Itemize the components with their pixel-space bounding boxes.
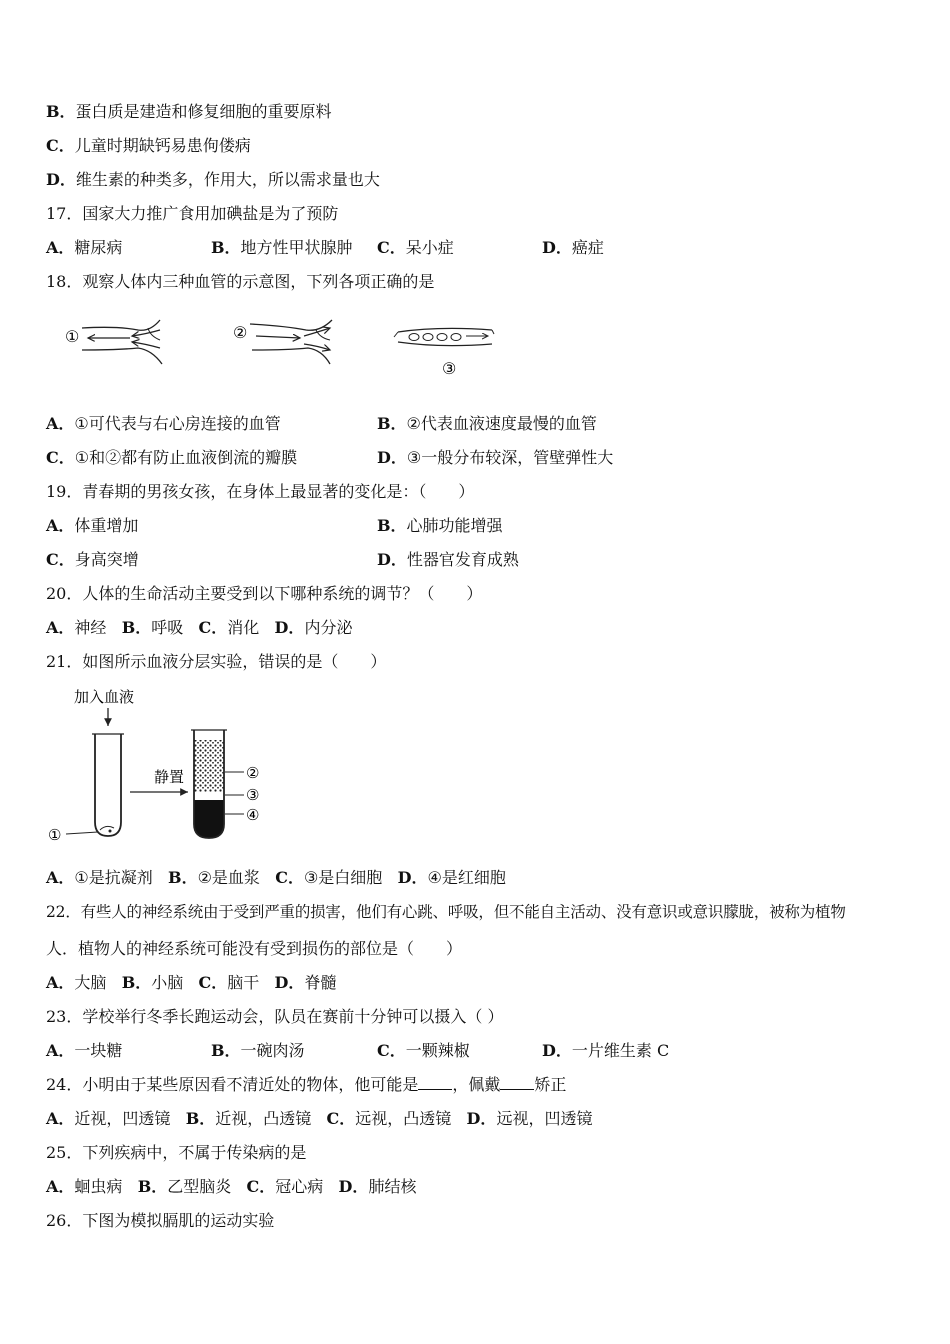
q21-blood-layering-figure (44, 684, 284, 846)
label-4: ④ (246, 806, 260, 824)
q23-option-d: D．一片维生素 C (542, 1041, 670, 1060)
vessel-3-diagram (394, 328, 494, 378)
label-3: ③ (246, 786, 260, 804)
q19-option-d: D．性器官发育成熟 (377, 550, 519, 569)
q22-options: A．大脑 B．小脑 C．脑干 D．脊髓 (46, 973, 337, 992)
q24-blank-1[interactable] (418, 1075, 452, 1090)
q19-option-a: A．体重增加 (46, 516, 139, 535)
q24-blank-2[interactable] (500, 1075, 534, 1090)
add-blood-label: 加入血液 (74, 688, 135, 706)
q17-option-a: A．糖尿病 (46, 238, 123, 257)
label-2: ② (246, 764, 260, 782)
q16-option-c: C．儿童时期缺钙易患佝偻病 (46, 136, 251, 155)
q24-stem: 24．小明由于某些原因看不清近处的物体，他可能是 ，佩戴 矫正 (46, 1075, 567, 1094)
label-1: ① (48, 826, 62, 844)
vessel-2-label: ② (233, 323, 248, 342)
q20-options: A．神经 B．呼吸 C．消化 D．内分泌 (46, 618, 353, 637)
q19-stem: 19．青春期的男孩女孩，在身体上最显著的变化是：（ ） (46, 482, 475, 501)
q23-stem: 23．学校举行冬季长跑运动会，队员在赛前十分钟可以摄入（ ） (46, 1007, 504, 1026)
q23-option-a: A．一块糖 (46, 1041, 123, 1060)
q18-option-d: D．③一般分布较深，管壁弹性大 (377, 448, 614, 467)
q22-stem-line-1: 22．有些人的神经系统由于受到严重的损害，他们有心跳、呼吸，但不能自主活动、没有意识或意识朦胧，被称为植物 (46, 903, 846, 921)
q16-option-b: B．蛋白质是建造和修复细胞的重要原料 (46, 102, 332, 121)
q19-option-c: C．身高突增 (46, 550, 139, 569)
q17-stem: 17．国家大力推广食用加碘盐是为了预防 (46, 204, 339, 223)
q20-stem: 20．人体的生命活动主要受到以下哪种系统的调节？（ ） (46, 584, 483, 603)
q18-option-a: A．①可代表与右心房连接的血管 (46, 414, 281, 433)
q17-option-b: B．地方性甲状腺肿 (211, 238, 353, 257)
q23-option-c: C．一颗辣椒 (377, 1041, 470, 1060)
q18-option-b: B．②代表血液速度最慢的血管 (377, 414, 597, 433)
q25-options: A．蛔虫病 B．乙型脑炎 C．冠心病 D．肺结核 (46, 1177, 417, 1196)
q18-blood-vessel-figure (60, 316, 510, 382)
q22-stem-line-2: 人．植物人的神经系统可能没有受到损伤的部位是（ ） (46, 939, 463, 958)
q17-option-c: C．呆小症 (377, 238, 454, 257)
q21-stem: 21．如图所示血液分层实验，错误的是（ ） (46, 652, 387, 671)
q18-option-c: C．①和②都有防止血液倒流的瓣膜 (46, 448, 298, 467)
q17-option-d: D．癌症 (542, 238, 604, 257)
vessel-1-diagram (65, 320, 162, 364)
q21-options: A．①是抗凝剂 B．②是血浆 C．③是白细胞 D．④是红细胞 (46, 868, 506, 887)
q24-options: A．近视，凹透镜 B．近视，凸透镜 C．远视，凸透镜 D．远视，凹透镜 (46, 1109, 593, 1128)
q26-stem: 26．下图为模拟膈肌的运动实验 (46, 1211, 275, 1230)
vessel-3-label: ③ (442, 359, 457, 378)
vessel-1-label: ① (65, 327, 80, 346)
q25-stem: 25．下列疾病中，不属于传染病的是 (46, 1143, 307, 1162)
vessel-2-diagram (233, 320, 332, 364)
q16-option-d: D．维生素的种类多，作用大，所以需求量也大 (46, 170, 380, 189)
q19-option-b: B．心肺功能增强 (377, 516, 503, 535)
q18-stem: 18．观察人体内三种血管的示意图，下列各项正确的是 (46, 272, 435, 291)
q23-option-b: B．一碗肉汤 (211, 1041, 305, 1060)
stand-label: 静置 (154, 768, 185, 786)
